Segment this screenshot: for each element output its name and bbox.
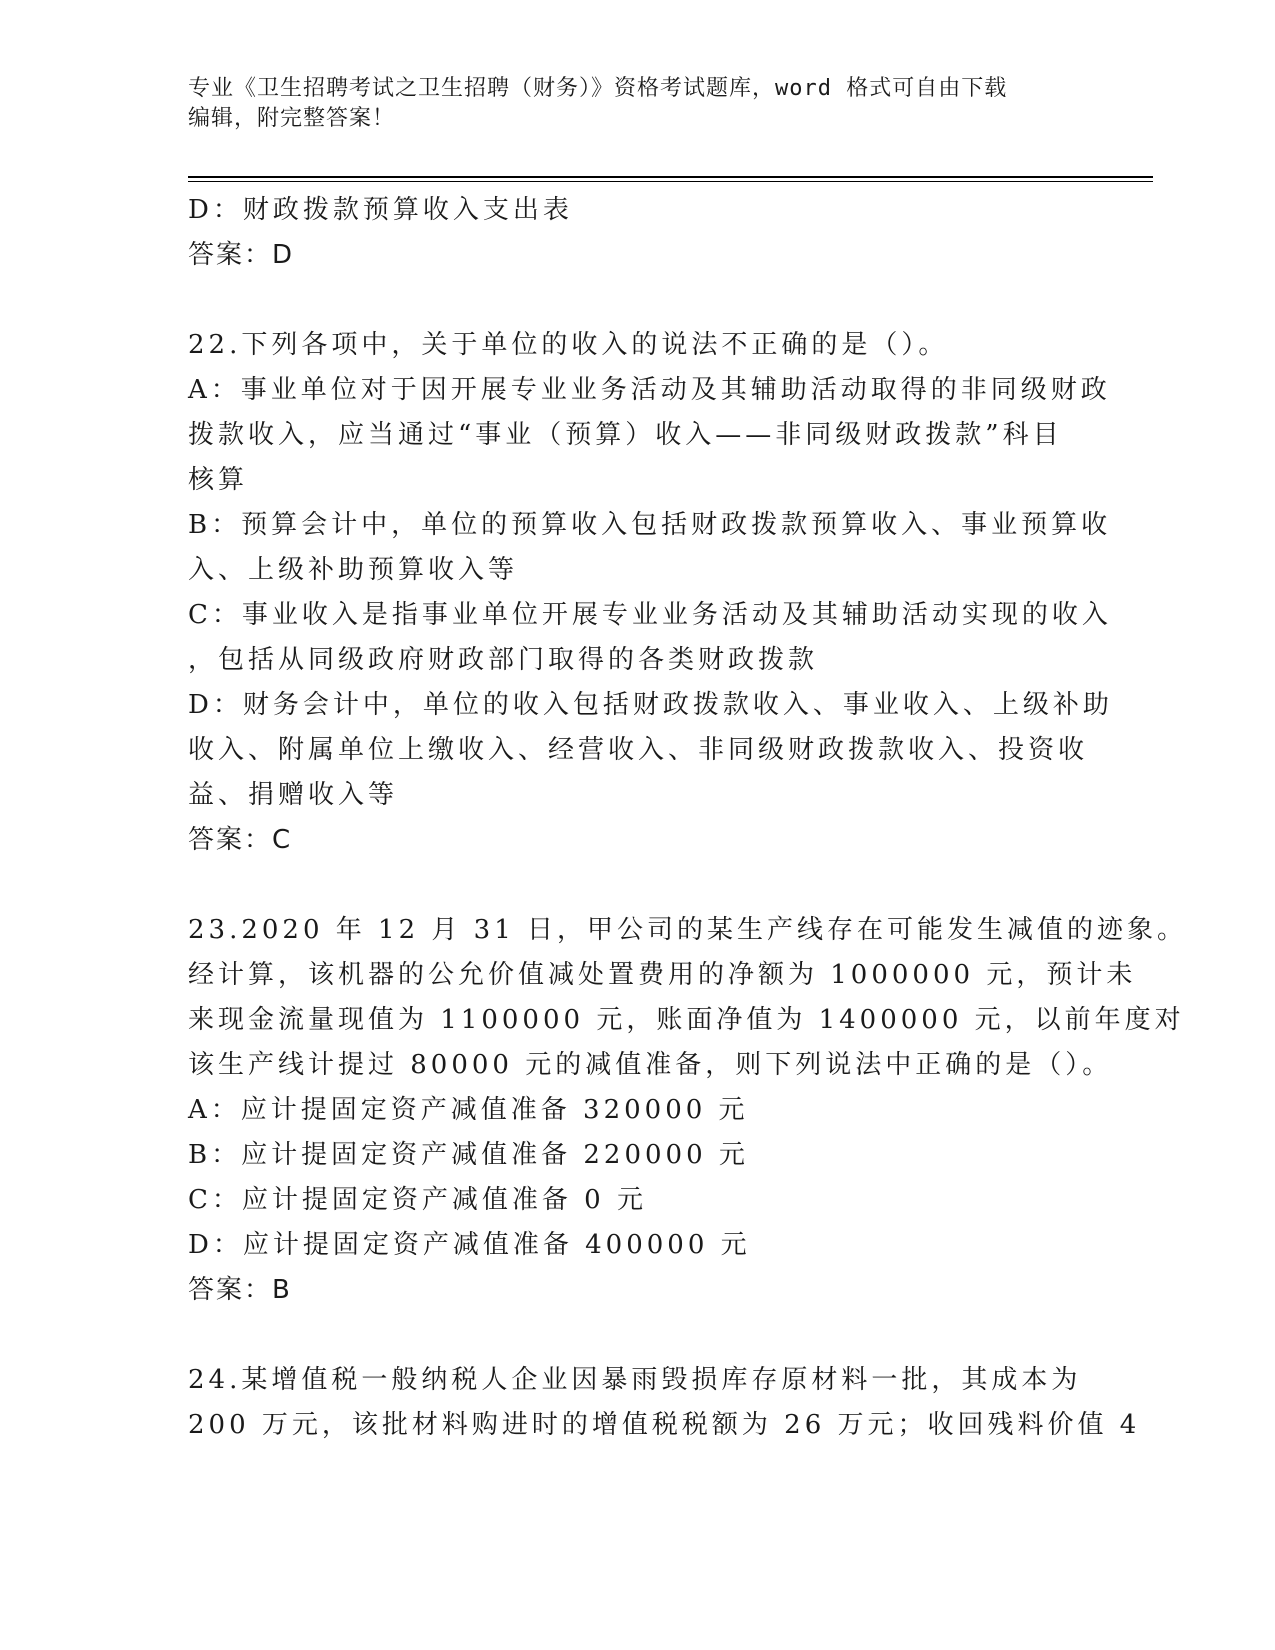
question-stem: 24.某增值税一般纳税人企业因暴雨毁损库存原材料一批，其成本为 [188, 1365, 1082, 1395]
question-block-24 [188, 1358, 1141, 1448]
question-content [188, 188, 1188, 1448]
option-a: A：事业单位对于因开展专业业务活动及其辅助活动取得的非同级财政 [188, 375, 1111, 405]
question-stem-cont: 经计算，该机器的公允价值减处置费用的净额为 1000000 元，预计未 [188, 960, 1137, 990]
option-b: B：预算会计中，单位的预算收入包括财政拨款预算收入、事业预算收 [188, 510, 1112, 540]
option-b: B：应计提固定资产减值准备 220000 元 [188, 1140, 749, 1170]
header-rule [188, 176, 1153, 178]
option-c-cont: ，包括从同级政府财政部门取得的各类财政拨款 [188, 645, 819, 675]
question-stem-cont: 该生产线计提过 80000 元的减值准备，则下列说法中正确的是（）。 [188, 1050, 1113, 1080]
option-d-cont: 益、捐赠收入等 [188, 780, 399, 810]
option-c: C：事业收入是指事业单位开展专业业务活动及其辅助活动实现的收入 [188, 600, 1112, 630]
question-block-21 [188, 188, 1088, 278]
question-block-23 [188, 908, 1188, 1313]
option-c: C：应计提固定资产减值准备 0 元 [188, 1185, 647, 1215]
answer-line: 答案：C [188, 825, 293, 855]
option-a-cont: 核算 [188, 465, 249, 495]
option-a: A：应计提固定资产减值准备 320000 元 [188, 1095, 749, 1125]
header-line: 专业《卫生招聘考试之卫生招聘（财务）》资格考试题库，word 格式可自由下载 [188, 76, 1008, 101]
option-d: D：财政拨款预算收入支出表 [188, 195, 573, 225]
header-line: 编辑，附完整答案！ [188, 106, 396, 131]
header-rule [188, 181, 1153, 182]
option-d-cont: 收入、附属单位上缴收入、经营收入、非同级财政拨款收入、投资收 [188, 735, 1089, 765]
question-stem-cont: 200 万元，该批材料购进时的增值税税额为 26 万元；收回残料价值 4 [188, 1410, 1141, 1440]
answer-line: 答案：B [188, 1275, 292, 1305]
option-a-cont: 拨款收入，应当通过“事业（预算）收入——非同级财政拨款”科目 [188, 420, 1063, 450]
question-stem: 22.下列各项中，关于单位的收入的说法不正确的是（）。 [188, 330, 949, 360]
question-stem-cont: 来现金流量现值为 1100000 元，账面净值为 1400000 元，以前年度对 [188, 1005, 1185, 1035]
question-block-22 [188, 323, 1113, 863]
answer-line: 答案：D [188, 240, 295, 270]
option-d: D：应计提固定资产减值准备 400000 元 [188, 1230, 751, 1260]
option-d: D：财务会计中，单位的收入包括财政拨款收入、事业收入、上级补助 [188, 690, 1113, 720]
option-b-cont: 入、上级补助预算收入等 [188, 555, 519, 585]
question-stem: 23.2020 年 12 月 31 日，甲公司的某生产线存在可能发生减值的迹象。 [188, 915, 1188, 945]
page-header [188, 74, 1068, 134]
